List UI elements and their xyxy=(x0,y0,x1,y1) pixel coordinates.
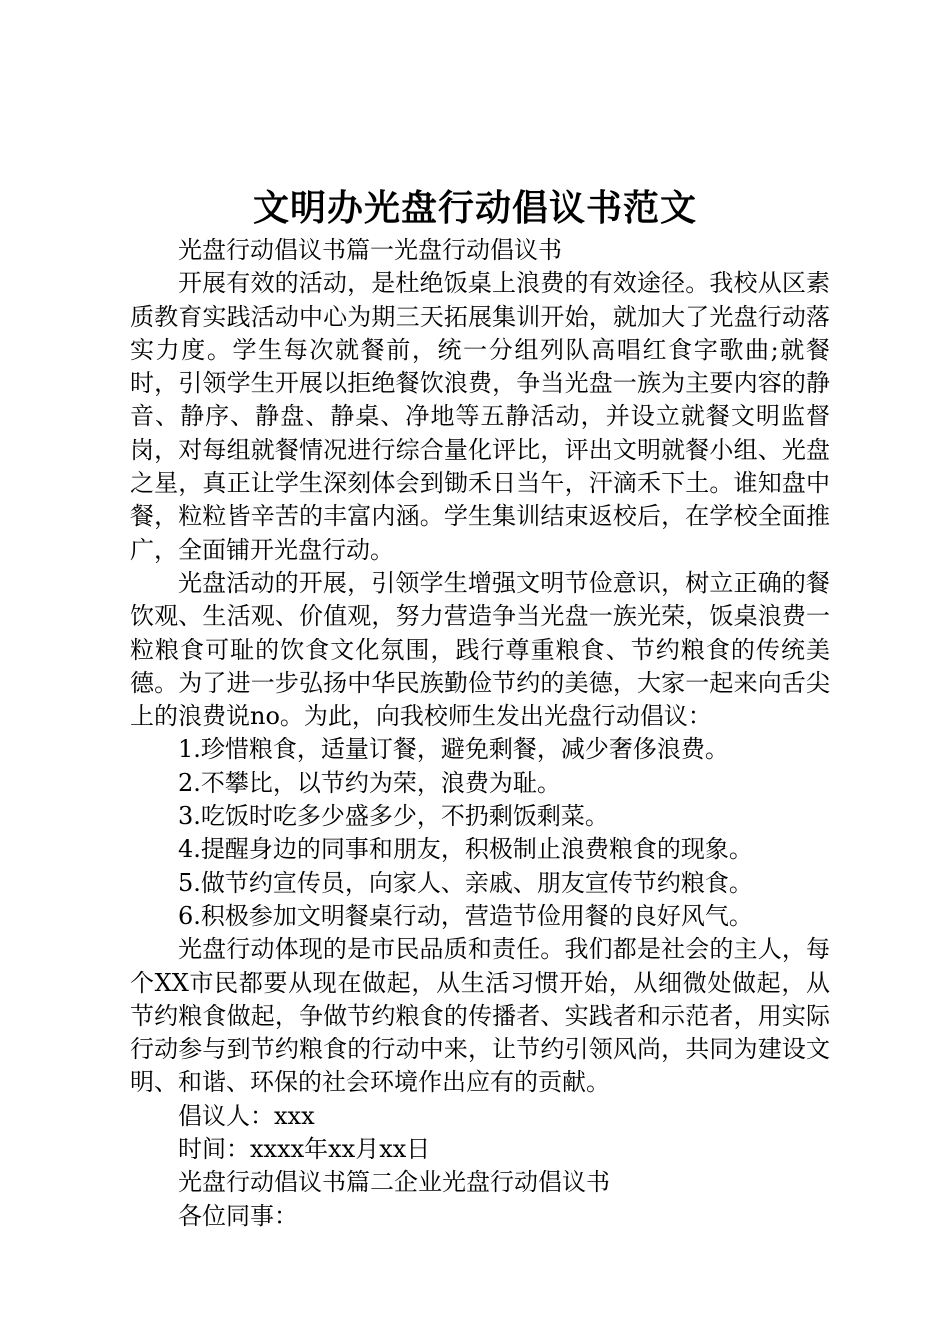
paragraph-intro: 开展有效的活动，是杜绝饭桌上浪费的有效途径。我校从区素质教育实践活动中心为期三天拓展集训开始，就加大了光盘行动落实力度。学生每次就餐前，统一分组列队高唱红食字歌曲;就餐时，引领学生开展以拒绝餐饮浪费，争当光盘一族为主要内容的静音、静序、静盘、静桌、净地等五静活动，并设立就餐文明监督岗，对每组就餐情况进行综合量化评比，评出文明就餐小组、光盘之星，真正让学生深刻体会到锄禾日当午，汗滴禾下土。谁知盘中餐，粒粒皆辛苦的丰富内涵。学生集训结束返校后，在学校全面推广，全面铺开光盘行动。 xyxy=(130,269,830,564)
list-item-3: 3.吃饭时吃多少盛多少，不扔剩饭剩菜。 xyxy=(178,802,609,831)
list-item-1: 1.珍惜粮食，适量订餐，避免剩餐，减少奢侈浪费。 xyxy=(178,735,729,764)
document-body xyxy=(130,234,830,1233)
section-heading-2: 光盘行动倡议书篇二企业光盘行动倡议书 xyxy=(178,1168,610,1197)
salutation: 各位同事： xyxy=(178,1201,298,1230)
signature-date: 时间：xxxx年xx月xx日 xyxy=(178,1135,431,1164)
paragraph-significance: 光盘活动的开展，引领学生增强文明节俭意识，树立正确的餐饮观、生活观、价值观，努力营造争当光盘一族光荣，饭桌浪费一粒粮食可耻的饮食文化氛围，践行尊重粮食、节约粮食的传统美德。为了进一步弘扬中华民族勤俭节约的美德，大家一起来向舌尖上的浪费说no。为此，向我校师生发出光盘行动倡议： xyxy=(130,568,830,731)
document-title: 文明办光盘行动倡议书范文 xyxy=(252,187,697,229)
paragraph-conclusion: 光盘行动体现的是市民品质和责任。我们都是社会的主人，每个XX市民都要从现在做起，从生活习惯开始，从细微处做起，从节约粮食做起，争做节约粮食的传播者、实践者和示范者，用实际行动参与到节约粮食的行动中来，让节约引领风尚，共同为建设文明、和谐、环保的社会环境作出应有的贡献。 xyxy=(130,935,830,1097)
list-item-2: 2.不攀比，以节约为荣，浪费为耻。 xyxy=(178,768,561,797)
list-item-6: 6.积极参加文明餐桌行动，营造节俭用餐的良好风气。 xyxy=(178,901,753,930)
list-item-5: 5.做节约宣传员，向家人、亲戚、朋友宣传节约粮食。 xyxy=(178,868,753,897)
section-heading-1: 光盘行动倡议书篇一光盘行动倡议书 xyxy=(178,236,562,264)
signature-initiator: 倡议人：xxx xyxy=(178,1101,315,1130)
list-item-4: 4.提醒身边的同事和朋友，积极制止浪费粮食的现象。 xyxy=(178,835,753,864)
